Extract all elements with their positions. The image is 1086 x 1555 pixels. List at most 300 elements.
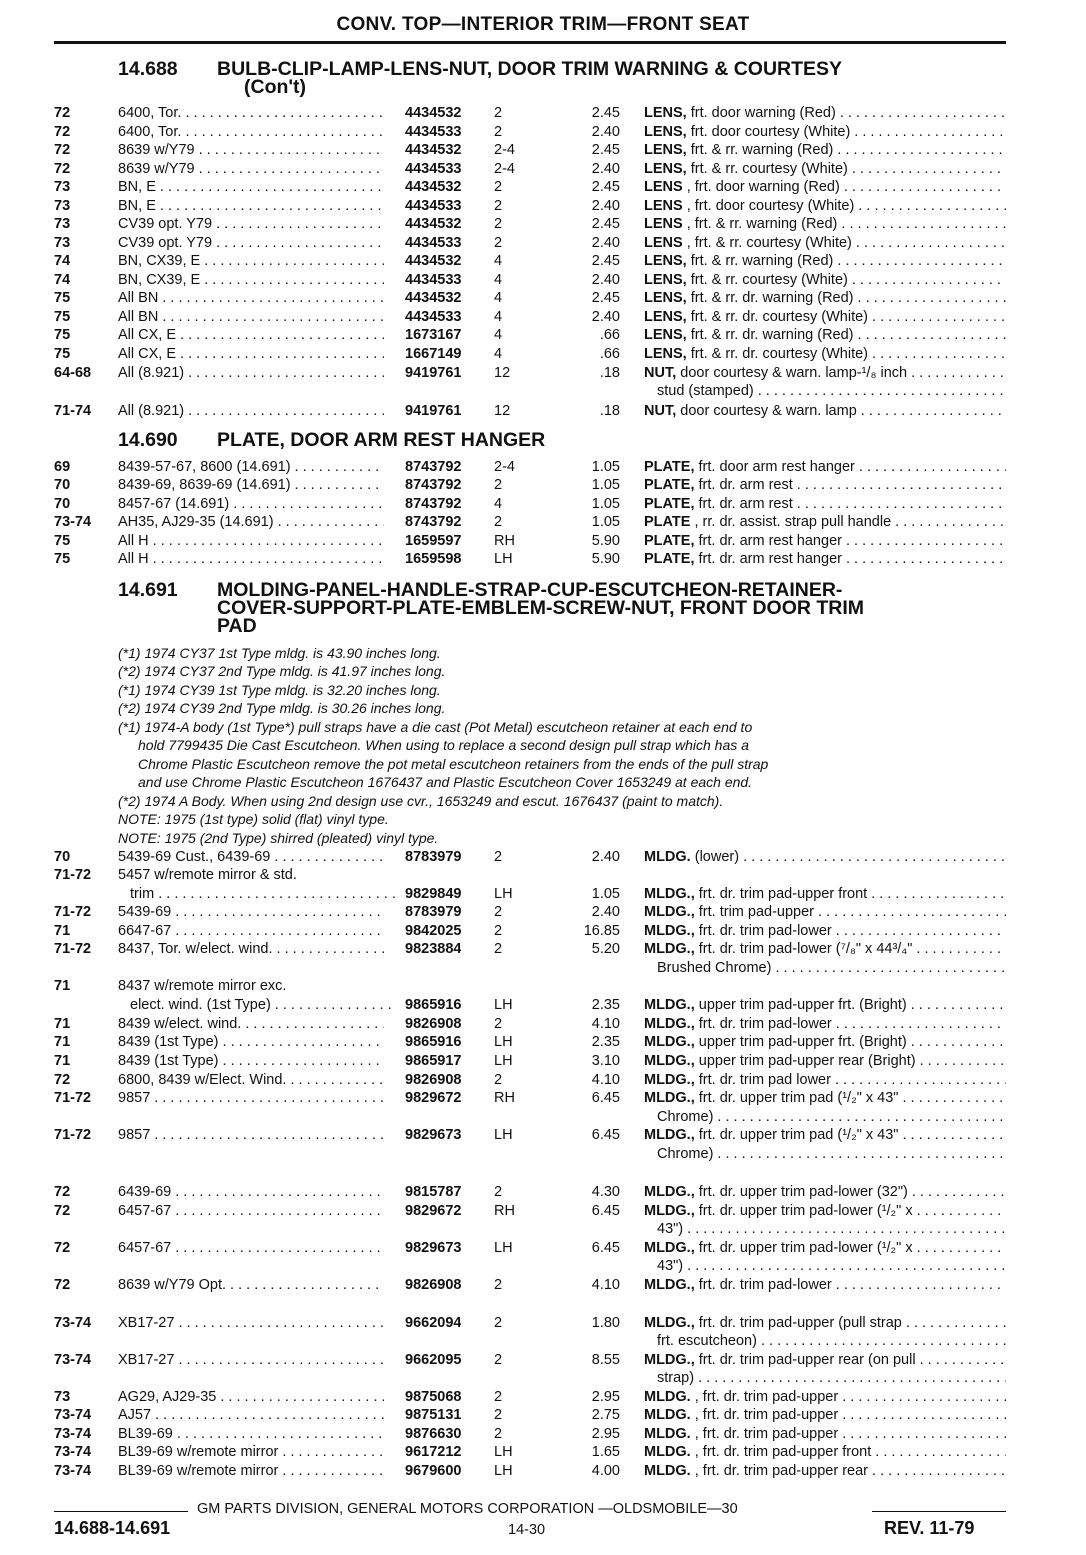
price-cell: 6.45 xyxy=(591,1203,620,1219)
model-text: 5457 w/remote mirror & std. xyxy=(118,867,297,883)
part-number-cell: 9662094 xyxy=(405,1315,462,1331)
quantity-cell: 2 xyxy=(494,105,503,121)
model-cell xyxy=(130,996,396,1014)
model-cell xyxy=(118,1015,384,1033)
table-row xyxy=(0,1239,1086,1257)
price-cell: 5.90 xyxy=(591,551,620,567)
part-number-cell: 8743792 xyxy=(405,496,462,512)
description-text: door courtesy & warn. lamp xyxy=(676,403,857,419)
quantity-cell: 4 xyxy=(494,272,503,288)
model-text: 6457-67 xyxy=(118,1203,172,1219)
item-name: MLDG., xyxy=(644,1184,695,1200)
quantity-cell: LH xyxy=(494,1034,513,1050)
part-number-cell: 4434532 xyxy=(405,105,462,121)
quantity-cell: 4 xyxy=(494,327,503,343)
description-cell xyxy=(644,215,1006,233)
footer-rule-left xyxy=(54,1511,188,1512)
price-cell: 2.45 xyxy=(591,105,620,121)
table-row xyxy=(0,848,1086,866)
description-cell xyxy=(644,1033,1006,1051)
model-text: AG29, AJ29-35 xyxy=(118,1389,217,1405)
table-row xyxy=(0,1351,1086,1369)
model-cell xyxy=(118,550,384,568)
description-text: , frt. & rr. courtesy (White) xyxy=(682,235,852,251)
price-cell: 4.10 xyxy=(591,1072,620,1088)
model-text: 5439-69 xyxy=(118,904,172,920)
model-text: 8439-69, 8639-69 (14.691) xyxy=(118,477,291,493)
price-cell: 6.45 xyxy=(591,1090,620,1106)
part-number-cell: 4434533 xyxy=(405,198,462,214)
description-text: strap) xyxy=(657,1370,695,1386)
part-number-cell: 9419761 xyxy=(405,365,462,381)
footer-revision: REV. 11-79 xyxy=(884,1518,975,1538)
price-cell: 2.95 xyxy=(591,1426,620,1442)
description-cell xyxy=(644,1183,1006,1201)
quantity-cell: 4 xyxy=(494,309,503,325)
quantity-cell: 4 xyxy=(494,290,503,306)
description-text: frt. dr. trim pad lower xyxy=(694,1072,831,1088)
model-text: All (8.921) xyxy=(118,403,185,419)
quantity-cell: 2 xyxy=(494,941,503,957)
part-number-cell: 9662095 xyxy=(405,1352,462,1368)
description-text: frt. escutcheon) xyxy=(657,1333,757,1349)
year-cell: 75 xyxy=(54,346,71,362)
item-name: MLDG. xyxy=(644,1444,691,1460)
price-cell: 1.05 xyxy=(591,477,620,493)
part-number-cell: 9829673 xyxy=(405,1127,462,1143)
part-number-cell: 1659597 xyxy=(405,533,462,549)
table-row xyxy=(0,215,1086,233)
price-cell: 6.45 xyxy=(591,1127,620,1143)
section-number: 14.690 xyxy=(118,429,178,451)
part-number-cell: 4434532 xyxy=(405,216,462,232)
item-name: MLDG., xyxy=(644,1090,695,1106)
description-cell xyxy=(644,848,1006,866)
description-cell xyxy=(644,1425,1006,1443)
table-row xyxy=(0,234,1086,252)
model-text: 9857 xyxy=(118,1127,151,1143)
description-text: , rr. dr. assist. strap pull handle xyxy=(690,514,892,530)
description-text: , frt. dr. trim pad-upper xyxy=(690,1407,839,1423)
table-row xyxy=(0,1033,1086,1051)
quantity-cell: 2-4 xyxy=(494,459,515,475)
table-row xyxy=(0,940,1086,958)
description-text: frt. door arm rest hanger xyxy=(694,459,855,475)
item-name: NUT, xyxy=(644,403,677,419)
year-cell: 73-74 xyxy=(54,1407,92,1423)
description-text: frt. dr. trim pad-lower xyxy=(694,1277,832,1293)
description-text: frt. dr. trim pad-upper front xyxy=(694,886,868,902)
model-cell xyxy=(118,215,384,233)
footer-section-range: 14.688-14.691 xyxy=(54,1518,171,1538)
year-cell: 72 xyxy=(54,105,71,121)
quantity-cell: 2 xyxy=(494,1184,503,1200)
model-text: 8639 w/Y79 Opt. xyxy=(118,1277,227,1293)
table-row xyxy=(0,1015,1086,1033)
description-text: upper trim pad-upper frt. (Bright) xyxy=(694,997,907,1013)
note-line: Chrome Plastic Escutcheon remove the pot metal escutcheon retainers from the ends of the pull strap xyxy=(138,756,769,772)
part-number-cell: 9842025 xyxy=(405,923,462,939)
table-row xyxy=(0,1145,1086,1163)
part-number-cell: 1659598 xyxy=(405,551,462,567)
model-cell xyxy=(118,1052,384,1070)
description-text: , frt. door warning (Red) xyxy=(682,179,840,195)
model-text: 8439 (1st Type) xyxy=(118,1034,219,1050)
table-row xyxy=(0,252,1086,270)
item-name: LENS, xyxy=(644,309,687,325)
table-row xyxy=(0,1089,1086,1107)
table-row xyxy=(0,1462,1086,1480)
model-text: 8639 w/Y79 xyxy=(118,161,195,177)
model-cell xyxy=(118,1351,384,1369)
quantity-cell: 2 xyxy=(494,1072,503,1088)
item-name: MLDG., xyxy=(644,1352,695,1368)
model-cell xyxy=(118,1202,384,1220)
year-cell: 69 xyxy=(54,459,71,475)
item-name: LENS, xyxy=(644,105,687,121)
price-cell: 2.40 xyxy=(591,124,620,140)
quantity-cell: 2 xyxy=(494,1389,503,1405)
price-cell: 2.45 xyxy=(591,253,620,269)
item-name: MLDG., xyxy=(644,904,695,920)
table-row xyxy=(0,476,1086,494)
model-cell xyxy=(118,848,384,866)
price-cell: 4.10 xyxy=(591,1016,620,1032)
description-cell xyxy=(644,903,1006,921)
description-cell xyxy=(644,1406,1006,1424)
item-name: PLATE, xyxy=(644,477,695,493)
description-text: frt. trim pad-upper xyxy=(694,904,815,920)
description-text: frt. dr. trim pad-upper (pull strap xyxy=(694,1315,902,1331)
table-row xyxy=(0,513,1086,531)
description-cell xyxy=(644,1052,1006,1070)
item-name: LENS, xyxy=(644,327,687,343)
model-text: 8639 w/Y79 xyxy=(118,142,195,158)
year-cell: 75 xyxy=(54,533,71,549)
table-row xyxy=(0,550,1086,568)
year-cell: 75 xyxy=(54,327,71,343)
description-text: frt. dr. upper trim pad (¹/₂" x 43" xyxy=(694,1090,899,1106)
table-row xyxy=(0,289,1086,307)
table-row xyxy=(0,197,1086,215)
part-number-cell: 4434533 xyxy=(405,235,462,251)
price-cell: 5.20 xyxy=(591,941,620,957)
year-cell: 73-74 xyxy=(54,1463,92,1479)
description-text: upper trim pad-upper rear (Bright) xyxy=(694,1053,916,1069)
year-cell: 75 xyxy=(54,290,71,306)
description-text: frt. dr. arm rest xyxy=(694,496,793,512)
part-number-cell: 9823884 xyxy=(405,941,462,957)
model-text: BL39-69 xyxy=(118,1426,173,1442)
price-cell: 5.90 xyxy=(591,533,620,549)
description-text: frt. dr. upper trim pad-lower (¹/₂" x xyxy=(694,1203,913,1219)
model-cell xyxy=(118,1462,384,1480)
table-row xyxy=(0,345,1086,363)
description-text: , frt. dr. trim pad-upper rear xyxy=(690,1463,869,1479)
description-text: (lower) xyxy=(690,849,740,865)
item-name: MLDG., xyxy=(644,886,695,902)
table-row xyxy=(0,271,1086,289)
description-text: frt. dr. upper trim pad-lower (32") xyxy=(694,1184,908,1200)
part-number-cell: 1667149 xyxy=(405,346,462,362)
model-text: 6400, Tor. xyxy=(118,105,182,121)
quantity-cell: RH xyxy=(494,1090,515,1106)
item-name: LENS, xyxy=(644,124,687,140)
model-text: XB17-27 xyxy=(118,1315,175,1331)
description-cell xyxy=(644,1015,1006,1033)
description-cell xyxy=(644,1202,1006,1220)
model-text: 8439 (1st Type) xyxy=(118,1053,219,1069)
table-row xyxy=(0,1425,1086,1443)
price-cell: 2.40 xyxy=(591,904,620,920)
item-name: PLATE, xyxy=(644,533,695,549)
description-text: Brushed Chrome) xyxy=(657,960,772,976)
table-row xyxy=(0,364,1086,382)
item-name: MLDG., xyxy=(644,941,695,957)
year-cell: 71-72 xyxy=(54,941,92,957)
item-name: NUT, xyxy=(644,365,677,381)
description-text: frt. & rr. warning (Red) xyxy=(686,142,834,158)
description-cell xyxy=(644,1071,1006,1089)
price-cell: .66 xyxy=(599,327,620,343)
part-number-cell: 4434532 xyxy=(405,142,462,158)
year-cell: 71 xyxy=(54,1053,71,1069)
year-cell: 73-74 xyxy=(54,1352,92,1368)
model-text: CV39 opt. Y79 xyxy=(118,235,213,251)
description-cell xyxy=(644,1276,1006,1294)
footer-page-number: 14-30 xyxy=(508,1522,546,1538)
price-cell: 2.35 xyxy=(591,997,620,1013)
model-cell xyxy=(118,977,384,995)
year-cell: 73-74 xyxy=(54,514,92,530)
model-cell xyxy=(118,1089,384,1107)
price-cell: 4.00 xyxy=(591,1463,620,1479)
model-cell xyxy=(118,1183,384,1201)
description-text: frt. door courtesy (White) xyxy=(686,124,851,140)
footer-publisher: GM PARTS DIVISION, GENERAL MOTORS CORPORATION —OLDSMOBILE—30 xyxy=(197,1501,738,1517)
price-cell: 2.45 xyxy=(591,142,620,158)
model-cell xyxy=(118,104,384,122)
table-row xyxy=(0,922,1086,940)
model-cell xyxy=(118,1071,384,1089)
part-number-cell: 9826908 xyxy=(405,1016,462,1032)
part-number-cell: 8783979 xyxy=(405,849,462,865)
description-text: frt. dr. arm rest hanger xyxy=(694,551,842,567)
note-line: (*2) 1974 CY37 2nd Type mldg. is 41.97 inches long. xyxy=(118,663,446,679)
item-name: LENS, xyxy=(644,253,687,269)
model-cell xyxy=(118,308,384,326)
model-cell xyxy=(118,1033,384,1051)
price-cell: 2.40 xyxy=(591,849,620,865)
item-name: LENS, xyxy=(644,142,687,158)
table-row xyxy=(0,1276,1086,1294)
description-text: frt. dr. trim pad-lower (⁷/₈" x 44³/₄" xyxy=(694,941,913,957)
model-text: AH35, AJ29-35 (14.691) xyxy=(118,514,274,530)
description-cell xyxy=(644,160,1006,178)
year-cell: 72 xyxy=(54,1277,71,1293)
model-cell xyxy=(118,1314,384,1332)
price-cell: 3.10 xyxy=(591,1053,620,1069)
description-text: upper trim pad-upper frt. (Bright) xyxy=(694,1034,907,1050)
table-row xyxy=(0,1126,1086,1144)
description-cell xyxy=(644,308,1006,326)
quantity-cell: 2 xyxy=(494,198,503,214)
model-cell xyxy=(118,513,384,531)
year-cell: 64-68 xyxy=(54,365,92,381)
item-name: LENS, xyxy=(644,290,687,306)
description-cell xyxy=(644,458,1006,476)
price-cell: 4.30 xyxy=(591,1184,620,1200)
year-cell: 72 xyxy=(54,161,71,177)
year-cell: 72 xyxy=(54,124,71,140)
part-number-cell: 8743792 xyxy=(405,477,462,493)
price-cell: 2.40 xyxy=(591,161,620,177)
price-cell: 2.45 xyxy=(591,179,620,195)
model-cell xyxy=(118,532,384,550)
quantity-cell: 2 xyxy=(494,1426,503,1442)
year-cell: 73-74 xyxy=(54,1315,92,1331)
model-text: 8439-57-67, 8600 (14.691) xyxy=(118,459,291,475)
year-cell: 72 xyxy=(54,1072,71,1088)
section-title: BULB-CLIP-LAMP-LENS-NUT, DOOR TRIM WARNING & COURTESY (Con't) xyxy=(217,58,843,98)
item-name: LENS xyxy=(644,179,683,195)
description-cell xyxy=(644,104,1006,122)
part-number-cell: 9829672 xyxy=(405,1203,462,1219)
table-row xyxy=(0,178,1086,196)
model-text: BN, CX39, E xyxy=(118,272,201,288)
price-cell: 1.05 xyxy=(591,459,620,475)
quantity-cell: LH xyxy=(494,551,513,567)
year-cell: 73 xyxy=(54,179,71,195)
part-number-cell: 1673167 xyxy=(405,327,462,343)
year-cell: 73 xyxy=(54,216,71,232)
description-text: frt. & rr. dr. courtesy (White) xyxy=(686,309,868,325)
description-text: frt. & rr. dr. warning (Red) xyxy=(686,327,854,343)
table-row xyxy=(0,1443,1086,1461)
model-text: CV39 opt. Y79 xyxy=(118,216,213,232)
price-cell: .18 xyxy=(599,403,620,419)
note-line: (*1) 1974 CY37 1st Type mldg. is 43.90 inches long. xyxy=(118,645,441,661)
quantity-cell: RH xyxy=(494,1203,515,1219)
quantity-cell: 4 xyxy=(494,253,503,269)
model-text: 8437, Tor. w/elect. wind. xyxy=(118,941,273,957)
table-row xyxy=(0,903,1086,921)
table-row xyxy=(0,959,1086,977)
part-number-cell: 4434533 xyxy=(405,309,462,325)
price-cell: 2.40 xyxy=(591,309,620,325)
model-text: BN, E xyxy=(118,198,156,214)
year-cell: 74 xyxy=(54,253,71,269)
model-text: AJ57 xyxy=(118,1407,152,1423)
table-row xyxy=(0,1257,1086,1275)
quantity-cell: 12 xyxy=(494,365,511,381)
table-row xyxy=(0,1220,1086,1238)
description-cell xyxy=(644,532,1006,550)
part-number-cell: 8783979 xyxy=(405,904,462,920)
model-text: All H xyxy=(118,533,149,549)
year-cell: 71 xyxy=(54,1016,71,1032)
quantity-cell: LH xyxy=(494,1240,513,1256)
quantity-cell: LH xyxy=(494,886,513,902)
table-row xyxy=(0,1369,1086,1387)
model-cell xyxy=(118,234,384,252)
table-row xyxy=(0,1202,1086,1220)
item-name: MLDG. xyxy=(644,1389,691,1405)
price-cell: .18 xyxy=(599,365,620,381)
description-text: frt. door warning (Red) xyxy=(686,105,836,121)
quantity-cell: 2 xyxy=(494,923,503,939)
item-name: MLDG., xyxy=(644,1315,695,1331)
part-number-cell: 4434532 xyxy=(405,253,462,269)
header-rule xyxy=(54,41,1006,44)
year-cell: 75 xyxy=(54,309,71,325)
model-cell xyxy=(118,326,384,344)
description-cell xyxy=(657,1108,1006,1126)
description-cell xyxy=(644,1239,1006,1257)
item-name: PLATE, xyxy=(644,459,695,475)
price-cell: 2.40 xyxy=(591,235,620,251)
part-number-cell: 9865916 xyxy=(405,1034,462,1050)
model-cell xyxy=(118,495,384,513)
year-cell: 71 xyxy=(54,923,71,939)
description-cell xyxy=(644,402,1006,420)
part-number-cell: 9829673 xyxy=(405,1240,462,1256)
model-text: 8457-67 (14.691) xyxy=(118,496,230,512)
model-cell xyxy=(118,922,384,940)
price-cell: 2.45 xyxy=(591,290,620,306)
description-cell xyxy=(657,1220,1006,1238)
description-text: , frt. dr. trim pad-upper xyxy=(690,1426,839,1442)
part-number-cell: 9829849 xyxy=(405,886,462,902)
description-cell xyxy=(644,996,1006,1014)
model-text: BL39-69 w/remote mirror xyxy=(118,1463,279,1479)
item-name: MLDG. xyxy=(644,1407,691,1423)
model-cell xyxy=(118,476,384,494)
model-cell xyxy=(118,1239,384,1257)
model-text: elect. wind. (1st Type) xyxy=(130,997,271,1013)
description-cell xyxy=(657,1332,1006,1350)
year-cell: 71-72 xyxy=(54,1090,92,1106)
item-name: MLDG., xyxy=(644,1016,695,1032)
description-text: , frt. & rr. warning (Red) xyxy=(682,216,838,232)
quantity-cell: LH xyxy=(494,997,513,1013)
year-cell: 70 xyxy=(54,849,71,865)
price-cell: 2.95 xyxy=(591,1389,620,1405)
model-cell xyxy=(118,252,384,270)
model-cell xyxy=(118,1276,384,1294)
year-cell: 70 xyxy=(54,496,71,512)
description-cell xyxy=(644,513,1006,531)
description-cell xyxy=(644,1351,1006,1369)
table-row xyxy=(0,141,1086,159)
item-name: LENS xyxy=(644,198,683,214)
part-number-cell: 9679600 xyxy=(405,1463,462,1479)
model-text: 8437 w/remote mirror exc. xyxy=(118,978,287,994)
year-cell: 72 xyxy=(54,1203,71,1219)
description-text: frt. dr. trim pad-lower xyxy=(694,923,832,939)
description-cell xyxy=(644,345,1006,363)
description-text: frt. dr. trim pad-lower xyxy=(694,1016,832,1032)
section-number: 14.691 xyxy=(118,579,178,601)
description-cell xyxy=(644,123,1006,141)
description-text: , frt. door courtesy (White) xyxy=(682,198,855,214)
price-cell: 2.35 xyxy=(591,1034,620,1050)
year-cell: 73-74 xyxy=(54,1426,92,1442)
description-cell xyxy=(644,252,1006,270)
description-cell xyxy=(644,885,1006,903)
description-text: Chrome) xyxy=(657,1146,714,1162)
table-row xyxy=(0,123,1086,141)
